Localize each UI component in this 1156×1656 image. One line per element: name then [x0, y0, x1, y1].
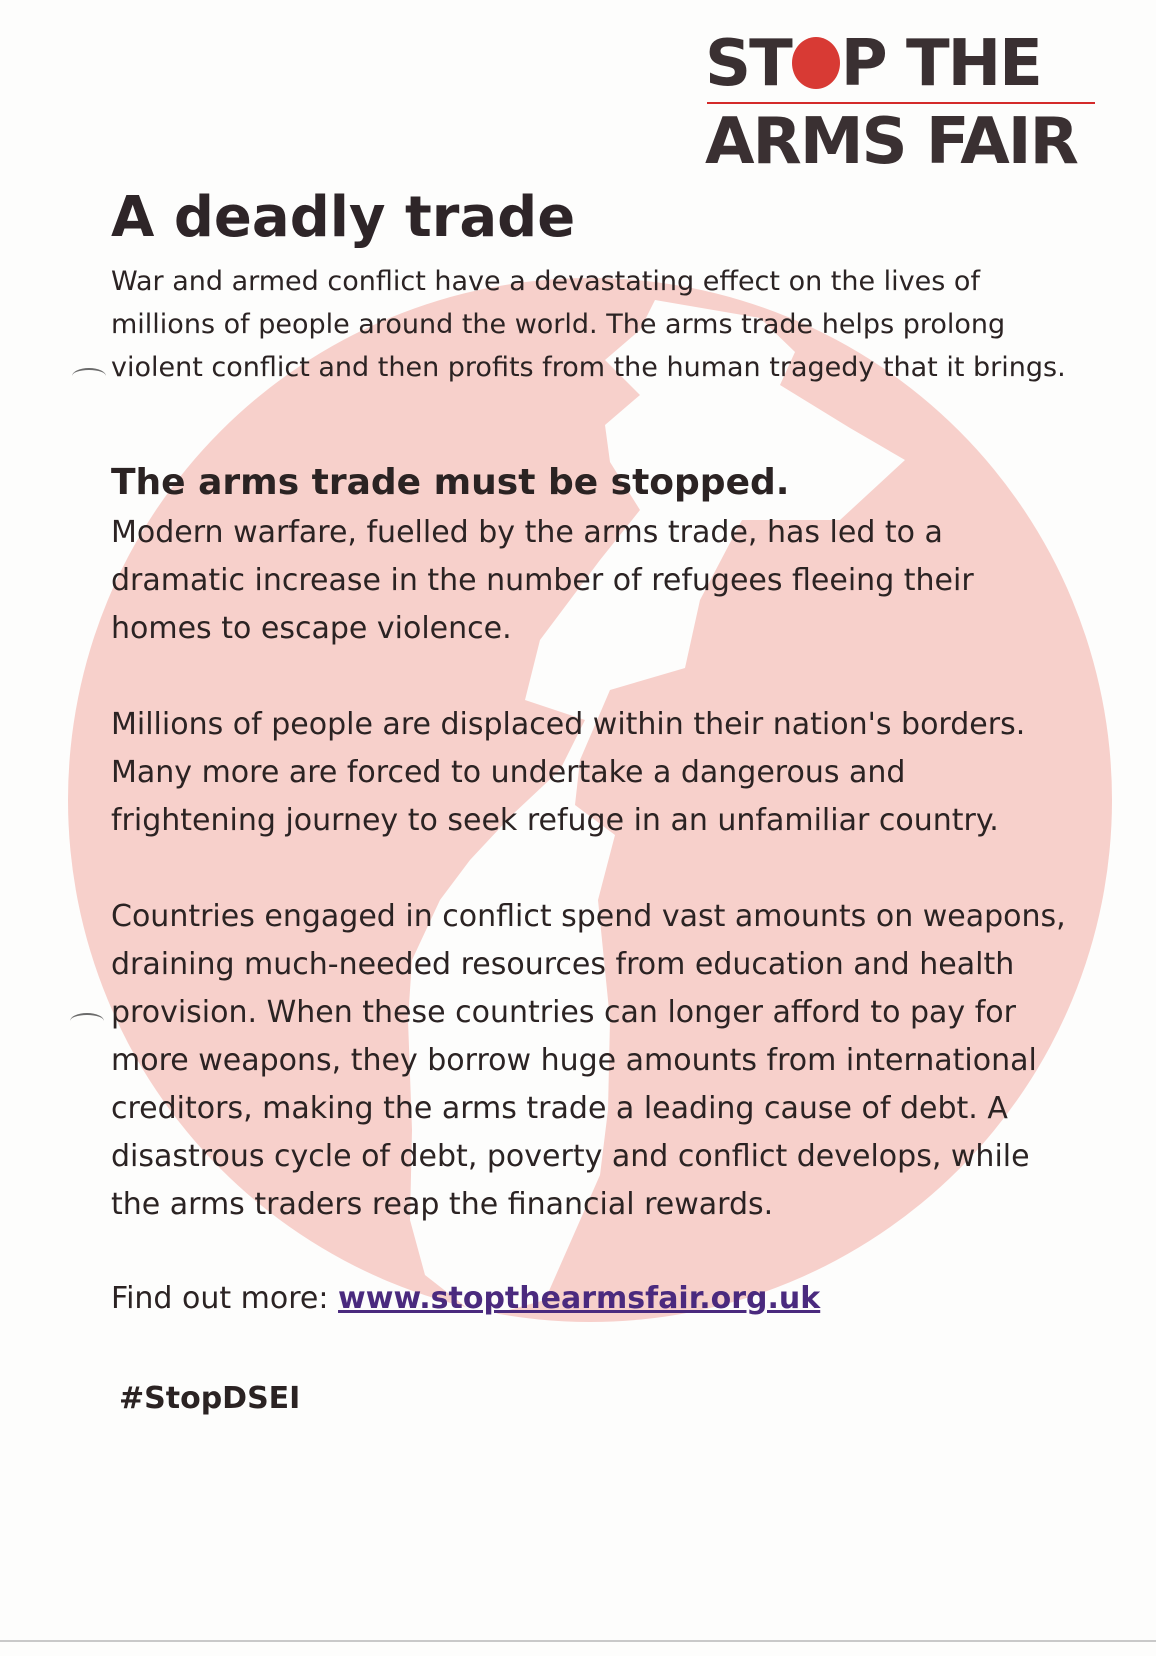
logo-divider: [707, 102, 1095, 104]
logo-text-p-the: P THE: [840, 27, 1041, 101]
logo-globe-icon: [792, 37, 840, 89]
punch-hole-mark-top: [72, 368, 106, 384]
intro-paragraph: War and armed conflict have a devastating effect on the lives of millions of people around the world. The arms trade helps prolong violent conflict and then profits from the human tragedy that it brings.: [111, 266, 1066, 383]
punch-hole-mark-bottom: [70, 1013, 104, 1029]
page-title: A deadly trade: [111, 185, 576, 250]
leaflet-content: [111, 178, 1071, 1423]
paragraph-displaced: Millions of people are displaced within their nation's borders. Many more are forced to undertake a dangerous and frightening journey to seek refuge in an unfamiliar country.: [111, 707, 1026, 838]
stop-the-arms-fair-logo: [705, 28, 1105, 178]
section-heading: The arms trade must be stopped.: [111, 462, 790, 503]
page-bottom-edge: [0, 1640, 1156, 1642]
website-link[interactable]: www.stopthearmsfair.org.uk: [338, 1281, 821, 1316]
find-out-more: [111, 1275, 1071, 1323]
logo-text-st: ST: [705, 27, 791, 101]
logo-line-1: [705, 28, 1105, 100]
paragraph-refugees: Modern warfare, fuelled by the arms trade, has led to a dramatic increase in the number of refugees fleeing their homes to escape violence.: [111, 515, 974, 646]
find-out-more-label: Find out more:: [111, 1281, 339, 1316]
logo-line-2: ARMS FAIR: [705, 105, 1077, 179]
hashtag: #StopDSEI: [119, 1381, 301, 1416]
paragraph-debt: Countries engaged in conflict spend vast amounts on weapons, draining much-needed resources from education and health provision. When these countries can longer afford to pay for more weapons, they borrow huge amounts from international creditors, making the arms trade a leading cause of debt. A disastrous cycle of debt, poverty and conflict develops, while the arms traders reap the financial rewards.: [111, 899, 1066, 1222]
